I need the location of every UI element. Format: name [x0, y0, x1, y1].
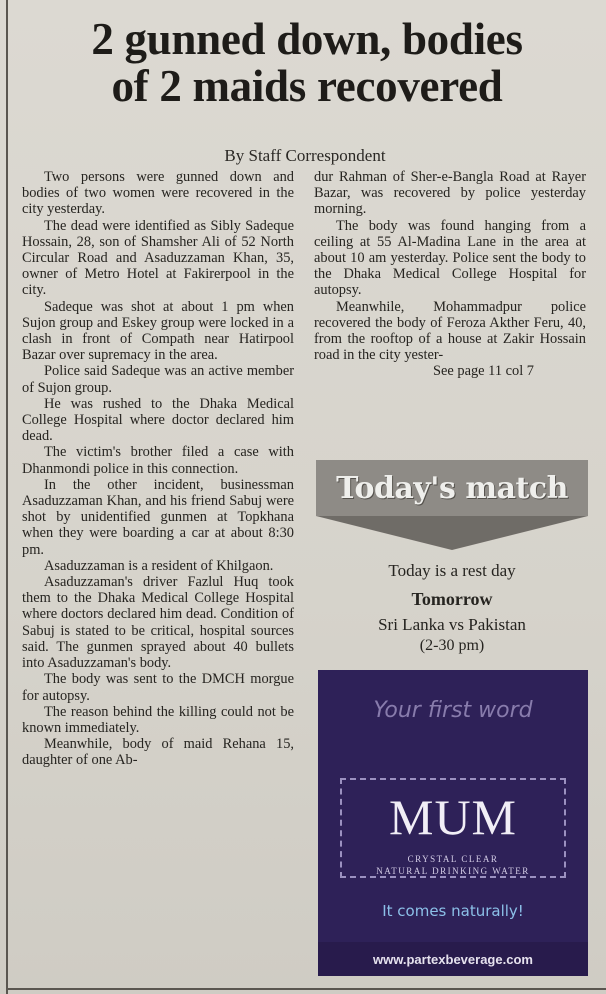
headline-line-2: of 2 maids recovered — [111, 61, 503, 111]
article-column-1 — [22, 169, 294, 769]
mum-water-advertisement[interactable] — [318, 670, 588, 976]
paragraph: The victim's brother filed a case with Dhanmondi police in this connection. — [22, 444, 294, 477]
continuation-link[interactable]: See page 11 col 7 — [433, 363, 534, 380]
todays-match-banner — [316, 460, 588, 516]
headline-line-1: 2 gunned down, bodies — [91, 14, 523, 64]
ad-subtitle-2: NATURAL DRINKING WATER — [376, 866, 530, 876]
todays-match-box — [316, 460, 588, 550]
left-column-rule — [6, 0, 8, 994]
tomorrow-label: Tomorrow — [411, 589, 493, 609]
paragraph: The body was found hanging from a ceiling at 55 Al-Madina Lane in the area at about 10 am yesterday. Police sent the body to the Dhaka Medical College Hospital for autopsy. — [314, 217, 586, 299]
paragraph: The reason behind the killing could not be known immediately. — [22, 703, 294, 736]
byline: By Staff Correspondent — [224, 146, 386, 165]
match-teams: Sri Lanka vs Pakistan — [378, 615, 526, 634]
paragraph: The dead were identified as Sibly Sadeque Hossain, 28, son of Shamsher Ali of 52 North Circular Road and Asaduzzaman Khan, 35, owner of Metro Hotel at Fakirerpool in the city. — [22, 217, 294, 299]
paragraph: Asaduzzaman's driver Fazlul Huq took them to the Dhaka Medical College Hospital where doctors declared him dead. Condition of Sabuj is stated to be critical, hospital sources said. The gunmen sprayed about 40 bullets into Asaduzzaman's body. — [22, 574, 294, 672]
todays-match-title: Today's match — [336, 470, 568, 506]
paragraph: Police said Sadeque was an active member of Sujon group. — [22, 363, 294, 396]
rest-day-text: Today is a rest day — [388, 561, 516, 580]
paragraph: Sadeque was shot at about 1 pm when Sujon group and Eskey group were locked in a clash in front of Compath near Hatirpool Bazar over supremacy in the area. — [22, 298, 294, 364]
paragraph: Meanwhile, Mohammadpur police recovered the body of Feroza Akther Feru, 40, from the rooftop of a house at Zakir Hossain road in the city yester- — [314, 298, 586, 364]
paragraph: Two persons were gunned down and bodies of two women were recovered in the city yesterday. — [22, 169, 294, 218]
paragraph: Meanwhile, body of maid Rehana 15, daughter of one Ab- — [22, 736, 294, 769]
ad-subtitle-1: CRYSTAL CLEAR — [407, 854, 499, 864]
paragraph: In the other incident, businessman Asaduzzaman Khan, and his friend Sabuj were shot by unidentified gunmen at Topkhana when they were boarding a car at about 8:30 pm. — [22, 476, 294, 558]
down-arrow-icon — [316, 516, 588, 550]
paragraph: He was rushed to the Dhaka Medical College Hospital where doctor declared him dead. — [22, 395, 294, 445]
ad-tagline: Your first word — [373, 698, 533, 723]
article-column-2 — [314, 169, 586, 380]
ad-brand-name: MUM — [388, 789, 518, 845]
ad-url[interactable]: www.partexbeverage.com — [318, 942, 588, 976]
match-time: (2-30 pm) — [419, 637, 485, 654]
paragraph: The body was sent to the DMCH morgue for autopsy. — [22, 671, 294, 704]
bottom-rule — [6, 988, 606, 990]
ad-slogan: It comes naturally! — [382, 902, 524, 920]
paragraph: dur Rahman of Sher-e-Bangla Road at Rayer Bazar, was recovered by police yesterday morning. — [314, 169, 586, 218]
headline — [14, 16, 600, 110]
paragraph: Asaduzzaman is a resident of Khilgaon. — [44, 557, 274, 574]
